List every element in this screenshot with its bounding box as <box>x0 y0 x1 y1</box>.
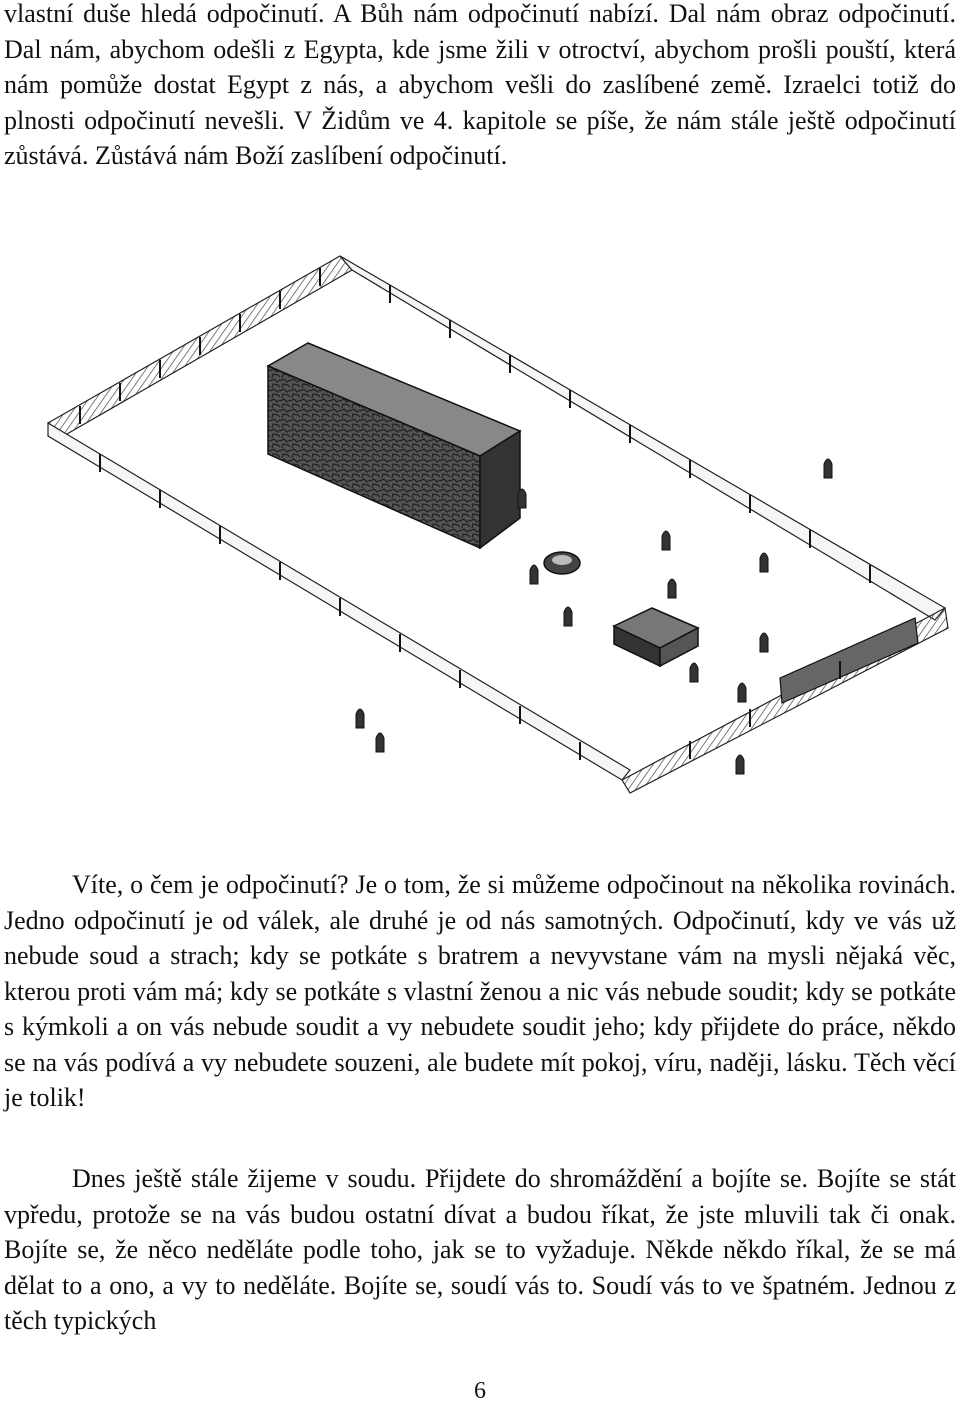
tabernacle-courtyard-illustration <box>40 248 950 838</box>
tabernacle-tent <box>268 343 520 548</box>
laver <box>544 552 580 574</box>
page-number: 6 <box>474 1378 486 1404</box>
altar <box>614 608 698 666</box>
paragraph-judgement: Dnes ještě stále žijeme v soudu. Přijdete do shromáždění a bojíte se. Bojíte se stát vpředu, protože se na vás budou ostatní dívat a budou říkat, že jste mluvili tak či onak. Bojíte se, že něco neděláte podle toho, jak se to vyžaduje. Někde někdo říkal, že se má dělat to a ono, a vy to neděláte. Bojíte se, soudí vás to. Soudí vás to ve špatném. Jednou z těch typických <box>4 1164 956 1335</box>
paragraph-rest-explanation: Víte, o čem je odpočinutí? Je o tom, že si můžeme odpočinout na několika rovinách. Jedno odpočinutí je od válek, ale druhé je od nás samotných. Odpočinutí, kdy ve vás už nebude soud a strach; kdy se potkáte s bratrem a nevyvstane vám na mysli nějaká věc, kterou proti vám má; kdy se potkáte s vlastní ženou a nic vás nebude soudit; kdy se potkáte s kýmkoli a on vás nebude soudit a vy nebudete soudit jeho; kdy přijdete do práce, někdo se na vás podívá a vy nebudete souzeni, ale budete mít pokoj, víru, naději, lásku. Těch věcí je tolik! <box>4 870 956 1112</box>
paragraph-intro: vlastní duše hledá odpočinutí. A Bůh nám odpočinutí nabízí. Dal nám obraz odpočinutí. Dal nám, abychom odešli z Egypta, kde jsme žili v otroctví, abychom prošli pouští, která nám pomůže dostat Egypt z nás, a abychom vešli do zaslíbené země. Izraelci totiž do plnosti odpočinutí nevešli. V Židům ve 4. kapitole se píše, že nám stále ještě odpočinutí zůstává. Zůstává nám Boží zaslíbení odpočinutí. <box>4 0 956 170</box>
